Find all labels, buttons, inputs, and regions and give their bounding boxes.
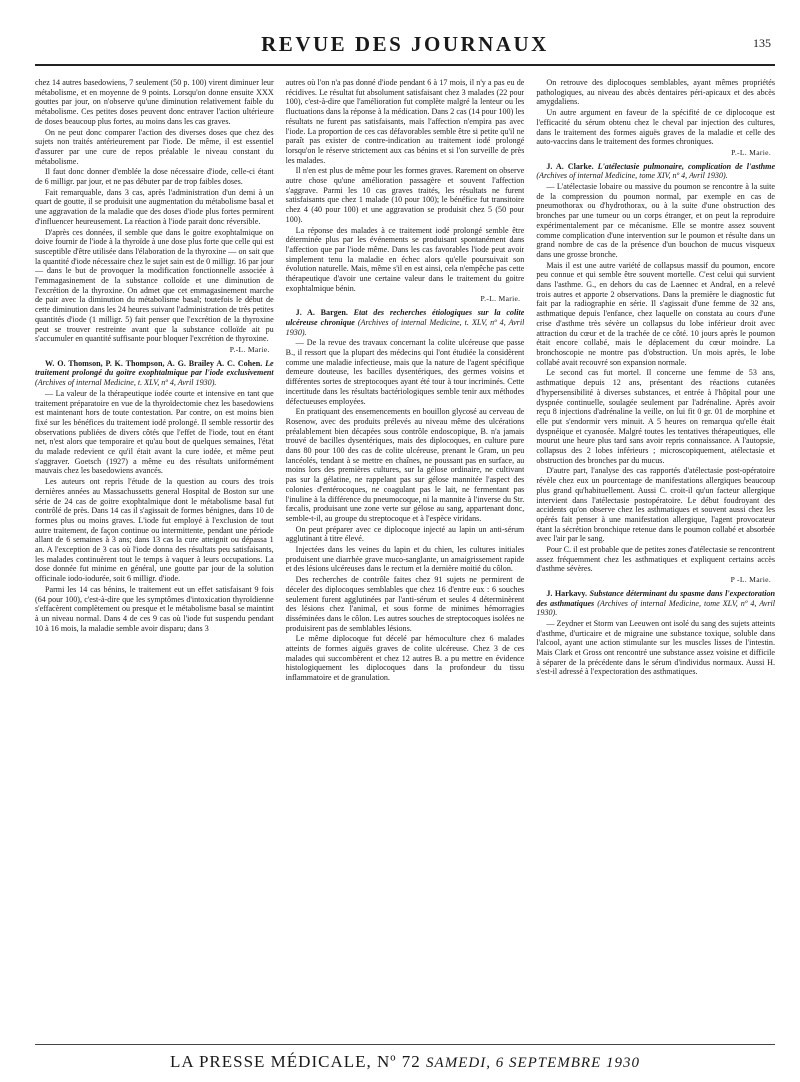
paragraph: autres où l'on n'a pas donné d'iode pendant 6 à 17 mois, il n'y a pas eu de récidives. Le résultat fut absolument satisfaisant chez 3 malades (22 pour 100), c'est-à-dire que l'amélioration fut complète malgré la lenteur ou les fluctuations dans la réponse à la médication. Dans 2 cas (14 pour 100) les résultats ne furent pas satisfaisants, mais l'affection n'empira pas avec l'iode. La proportion de ces cas défavorables semble être si petite qu'il ne paraît pas exister de contre-indication au traitement iodé prolongé lorsqu'on le réserve strictement aux cas bénins et si l'on surveille de près les malades. [285,78,525,165]
paragraph: chez 14 autres basedowiens, 7 seulement (50 p. 100) virent diminuer leur métabolisme, et en moyenne de 9 points. Lorsqu'on donne ensuite XXX gouttes par jour, on n'observe qu'une diminution relativement faible du métabolisme. Ces petites doses peuvent donc entraver l'action ultérieure de doses beaucoup plus fortes, au moins dans les cas graves. [35,78,274,126]
paragraph: — Zeydner et Storm van Leeuwen ont isolé du sang des sujets atteints d'asthme, d'urticaire et de migraine une substance toxique, soluble dans l'alcool, ayant une action stimulante sur les muscles lisses de l'intestin. Mais Clark et Gross ont rencontré une substance assez voisine et difficile à séparer de la précédente dans le sérum d'individus normaux. Aussi H. s'est-il adressé à l'expectoration des asthmatiques. [536,618,775,677]
article-heading [536,162,775,181]
paragraph: — L'atélectasie lobaire ou massive du poumon se rencontre à la suite de la compression du poumon normal, par exemple en cas de pneumothorax ou d'hydrothorax, ou à la suite d'une obstruction des bronches par une tumeur ou un corps étranger, et on peut la reproduire expérimentalement par ce mécanisme. Elle se montre assez souvent comme complication d'une intervention sur le poumon et résulte dans un grand nombre de cas de la présence d'un bouchon de mucus visqueux dans une grosse bronche. [536,182,775,259]
paragraph: Le même diplocoque fut décelé par hémoculture chez 6 malades atteints de formes aiguës graves de colite ulcéreuse. Chez 3 de ces malades qui succombèrent et chez 12 autres B. a pu mettre en évidence histologiquement les diplocoques dans la profondeur du tissu inflammatoire et de granulation. [285,634,525,683]
text-columns [35,78,775,1033]
footer-rule [35,1044,775,1045]
article-journal-reference: (Archives of internal Medicine, t. XLV, nº 4, Avril 1930). [285,317,525,337]
paragraph: — La valeur de la thérapeutique iodée courte et intensive en tant que traitement préparatoire en vue de la thyroïdectomie chez les basedowiens est maintenant hors de toute contestation. Par contre, on est moins bien fixé sur les bénéfices du traitement iodé prolongé. Il semble ressortir des observations publiées de divers côtés que l'effet de l'iode, tout en étant net, n'est alors que temporaire et qu'au bout de quelques semaines, l'état du malade redevient ce qu'il était avant la cure iodée, et même peut s'aggraver. Goetsch (1927) a même eu des résultats uniformément mauvais chez les basedowiens avancés. [35,388,274,476]
article-title: Le traitement prolongé du goitre exophtalmique par l'iode exclusivement [35,358,274,378]
paragraph: Fait remarquable, dans 3 cas, après l'administration d'un demi à un quart de goutte, il se produisit une augmentation du métabolisme basal et une aggravation de la maladie que des doses d'iode plus fortes permirent d'influencer heureusement. La réaction à l'iode parait donc réversible. [35,187,274,226]
article-heading [286,308,525,337]
article-signature: P.-L. Marie. [731,147,772,157]
paragraph: En pratiquant des ensemencements en bouillon glycosé au cerveau de Rosenow, avec des produits prélevés au niveau même des ulcérations préalablement bien décapées sous contrôle endoscopique, B. n'a jamais trouvé de bacilles dysentériques, mais des diplocoques, en culture pure dans 80 pour 100 des cas de colite ulcéreuse, prenant le Gram, un peu lancéolés, tendant à se mettre en chaînes, ne poussant pas en surface, au moins lors des premières cultures, sur la gélose ordinaire, ne cultivant pas sur la gélatine, ne rappelant pas sur gélose mannitée l'aspect des colonies d'entérocoques, ne coagulant pas le lait, ne fermentant pas l'inuline à la différence du pneumocoque, ni la mannite à l'inverse du Str. fæcalis, produisant une zone verte sur gélose au sang, appartenant donc, semble-t-il, au groupe du streptocoque et à l'espèce viridans. [285,407,525,523]
article-title: L'atélectasie pulmonaire, complication de l'asthme [597,161,775,171]
paragraph: Parmi les 14 cas bénins, le traitement eut un effet satisfaisant 9 fois (64 pour 100), c'est-à-dire que les symptômes d'intoxication thyroïdienne s'effacèrent complètement ou presque et le métabolisme basal se maintint à un niveau normal. Dans 4 de ces 9 cas où l'iode fut suspendu pendant 10 à 16 mois, la maladie semble avoir disparu; dans 3 [35,584,274,633]
paragraph: On retrouve des diplocoques semblables, ayant mêmes propriétés pathologiques, au niveau des abcès dentaires péri-apicaux et des abcès amygdaliens. [536,78,775,107]
paragraph: Des recherches de contrôle faites chez 91 sujets ne permirent de déceler des diplocoques semblables que chez 16 d'entre eux : 6 souches seulement furent agglutinées par l'anti-sérum et seules 4 déterminèrent des lésions chez l'animal, et sous forme de minimes hémorragies disséminées dans le côlon. Les autres souches de streptocoques isolées ne produisirent pas de semblables lésions. [285,575,525,633]
article-journal-reference: (Archives of internal Medicine, tome XIV, nº 4, Avril 1930). [536,171,728,181]
running-title: REVUE DES JOURNAUX [261,32,549,56]
article-journal-reference: (Archives of internal Medicine, t. XLV, nº 4, Avril 1930). [35,378,217,388]
page-header [35,30,775,66]
column-right [536,78,775,1033]
column-left [35,78,274,1033]
article-authors: J. A. Bargen. [295,308,348,318]
footer-issue-date: SAMEDI, 6 SEPTEMBRE 1930 [426,1055,641,1071]
article-journal-reference: (Archives of internal Medicine, tome XLV, nº 4, Avril 1930). [536,598,775,618]
article-authors: W. O. Thomson, P. K. Thompson, A. G. Brailey A. C. Cohen. [45,358,263,368]
paragraph: — De la revue des travaux concernant la colite ulcéreuse que passe B., il ressort que la plupart des médecins qui l'ont étudiée la considèrent comme une maladie infectieuse, mais que la nature de l'agent spécifique demeure douteuse, les bacilles dysentériques, des germes voisins et différentes sortes de streptocoques ayant été tour à tour incriminés. Cette incertitude dans les résultats bactériologiques semble tenir aux méthodes défectueuses employées. [285,338,525,406]
paragraph: D'autre part, l'analyse des cas rapportés d'atélectasie post-opératoire révèle chez eux un pourcentage de manifestations allergiques beaucoup plus grand qu'habituellement. Aussi C. croit-il qu'un facteur allergique intervient dans l'atélectasie postopératoire. Le début foudroyant des accidents qu'on observe chez les asthmatiques et souvent aussi chez les opérés fait penser à une manifestation allergique, l'agent provocateur étant la sécrétion bronchique retenue dans le poumon collabé et absorbée avec l'air par le sang. [536,466,775,544]
article-authors: J. A. Clarke. [546,161,594,171]
paragraph: Il n'en est plus de même pour les formes graves. Rarement on observe autre chose qu'une amélioration passagère et souvent l'affection s'aggrave. Parmi les 10 cas graves traités, les résultats ne furent satisfaisants que chez 1 malade (10 pour 100); le bénéfice fut transitoire chez 4 (40 pour 100) et une aggravation se produisit chez 5 (50 pour 100). [285,166,525,224]
page-number: 135 [753,36,771,50]
article-title: Etat des recherches étiologiques sur la colite ulcéreuse chronique [285,308,525,327]
paragraph: Un autre argument en faveur de la spécifité de ce diplocoque est l'efficacité du sérum obtenu chez le cheval par injection des cultures, dans le traitement des formes aiguës graves de la maladie et celle des auto-vaccins dans le traitement des formes chroniques. [536,108,775,147]
paragraph: Injectées dans les veines du lapin et du chien, les cultures initiales produisent une diarrhée grave muco-sanglante, un amaigrissement rapide et des lésions ulcéreuses dans le rectum et la dernière moitié du côlon. [285,545,525,574]
article-heading [536,589,775,618]
article-signature: P.-L. Marie. [480,294,521,304]
paragraph: Pour C. il est probable que de petites zones d'atélectasie se rencontrent assez fréquemment chez les asthmatiques et expliquent certains accès d'asthme sévères. [536,545,775,574]
article-title: Substance déterminant du spasme dans l'expectoration des asthmatiques [536,588,775,608]
article-signature: P.-L. Marie. [229,344,270,354]
paragraph: Les auteurs ont repris l'étude de la question au cours des trois dernières années au Massachussetts general Hospital de Boston sur une série de 24 cas de goitre exophtalmique dont le métabolisme basal fut contrôlé de près. Dans 14 cas il s'agissait de formes bénignes, dans 10 de formes plus ou moins graves. L'iode fut employé à l'exclusion de tout autre traitement, de façon continue ou intermittente, pendant une période allant de 6 semaines à 3 ans; dans 13 cas la cure atteignit ou dépassa 1 an. A l'exception de 3 cas où l'iode donna des résultats peu satisfaisants, les malades continuèrent tout le temps à vaquer à leurs occupations. La dose donnée fut minime en général, une goutte par jour de la solution officinale iodo-iodurée, soit 6 milligr. d'iode. [35,477,274,584]
article-signature: P -L. Marie. [730,575,772,585]
paragraph: D'après ces données, il semble que dans le goitre exophtalmique on doive fournir de l'iode à la thyroïde à une dose plus forte que celle qui est susceptible d'être utilisée dans l'élaboration de la thyroxine — on sait que la quantité d'iode nécessaire chez le sujet sain est de 0 milligr. 16 par jour — dans le but de provoquer la modification fonctionnelle associée à l'emmagasinement de la substance colloïde et une diminution de l'excrétion de la thyroxine. On admet que cet emmagasinement marche de pair avec la diminution du métabolisme basal; toutefois le début de cette diminution dans les 24 heures suivant l'administration de très petites quantités d'iode (1 milligr. 5) fait penser que l'excrétion de la thyroxine peut se trouver restreinte avant que la substance colloïde ait pu s'accumuler en quantité suffisante pour bloquer l'excrétion de thyroxine. [35,227,274,344]
paragraph: Il faut donc donner d'emblée la dose nécessaire d'iode, celle-ci étant de 6 milligr. par jour, et ne pas débuter par de trop faibles doses. [35,167,274,187]
paragraph: On peut préparer avec ce diplocoque injecté au lapin un anti-sérum agglutinant à titre élevé. [285,524,525,544]
paragraph: Le second cas fut mortel. Il concerne une femme de 53 ans, asthmatique depuis 12 ans, présentant des réactions cutanées d'hypersensibilité à diverses substances, et entrée à l'hôpital pour une dyspnée continuelle, soulagée seulement par l'adrénaline. Après avoir reçu 8 injections d'adrénaline la veille, on lui fit 0 gr. 01 de morphine et elle put s'endormir vers minuit. A 5 heures on remarqua qu'elle était dyspnéique et cyanosée. Malgré toutes les tentatives thérapeutiques, elle mourut une heure plus tard sans avoir repris connaissance. A l'autopsie, collapsus des 2 lobes inférieurs ; microscopiquement, atélectasie et obstruction des bronches par du mucus. [536,368,775,465]
paragraph: On ne peut donc comparer l'action des diverses doses que chez des sujets non traités antérieurement par l'iode. De même, il est essentiel d'assurer par une cure de repos préalable le niveau constant du métabolisme. [35,127,274,166]
article-heading [35,359,274,388]
article-authors: J. Harkavy. [546,588,588,598]
footer-journal: LA PRESSE MÉDICALE, Nº 72 [169,1052,421,1071]
page-footer [35,1052,775,1072]
paragraph: Mais il est une autre variété de collapsus massif du poumon, encore peu connue et qui semble être souvent mortelle. C'est celui qui survient dans l'asthme. G., en dehors du cas de Laennec et Andral, en a relevé trois autres et apporte 2 observations. Dans la première le diagnostic fut fait par la radiographie en série. Il s'agissait d'une femme de 32 ans, asthmatique depuis l'enfance, chez laquelle on constata au cours d'une crise d'asthme très sévère un collapsus du lobe inférieur droit avec attraction du cœur et de la trachée de ce côté. 10 jours après le poumon était encore collabé, mais le déplacement du cœur moindre. La bronchoscopie ne montre pas d'obstruction. Un mois après, le lobe collabé avait recouvré son expansion normale. [536,260,775,367]
paragraph: La réponse des malades à ce traitement iodé prolongé semble être déterminée plus par les événements se produisant spontanément dans l'affection que par l'iode même. Dans les cas favorables l'iode peut avoir simplement tenu la maladie en échec alors qu'elle poursuivait son évolution naturelle. Mais, même s'il en est ainsi, cela n'empêche pas cette thérapeutique d'avoir une certaine valeur dans le traitement du goitre exophtalmique bénin. [285,225,525,293]
column-middle [286,78,525,1033]
